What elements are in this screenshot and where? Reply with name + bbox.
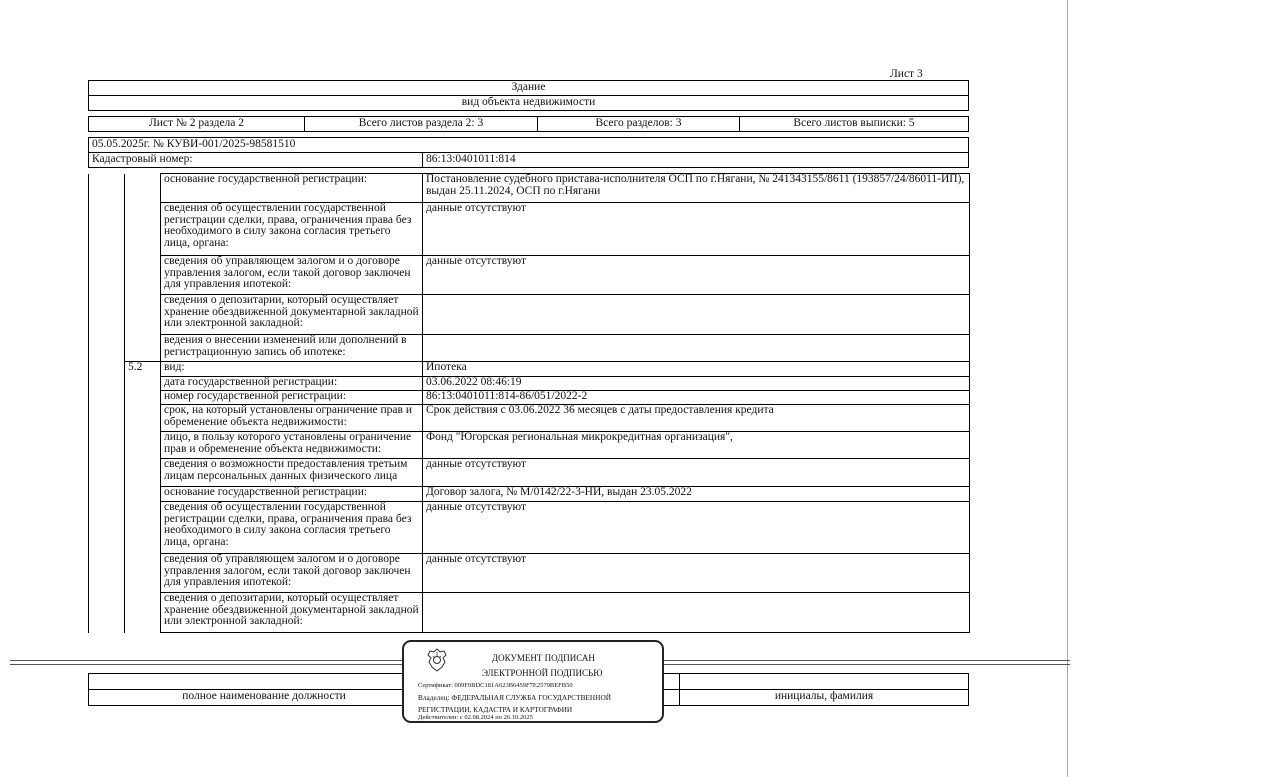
sheet-number: Лист 3	[890, 68, 923, 80]
row-value: данные отсутствуют	[423, 554, 970, 593]
table-row	[89, 256, 970, 295]
stamp-owner: Владелец: ФЕДЕРАЛЬНАЯ СЛУЖБА ГОСУДАРСТВЕННОЙ	[418, 693, 611, 702]
row-label: сведения об осуществлении государственной регистрации сделки, права, ограничения права без необходимого в силу закона согласия третьего лица, органа:	[161, 203, 423, 256]
table-row	[89, 203, 970, 256]
stamp-validity: Действителен: с 02.08.2024 по 26.10.2025	[418, 714, 533, 721]
row-value: данные отсутствуют	[423, 203, 970, 256]
row-label: срок, на который установлены ограничение прав и обременение объекта недвижимости:	[161, 405, 423, 432]
row-number	[125, 502, 161, 554]
table-row	[89, 502, 970, 554]
row-value	[423, 295, 970, 335]
position-label: полное наименование должности	[182, 690, 346, 702]
stamp-title: ДОКУМЕНТ ПОДПИСАН	[492, 653, 595, 663]
row-label: сведения об управляющем залогом и о договоре управления залогом, если такой договор заключен для управления ипотекой:	[161, 554, 423, 593]
row-value: данные отсутствуют	[423, 502, 970, 554]
row-value: Срок действия с 03.06.2022 36 месяцев с даты предоставления кредита	[423, 405, 970, 432]
row-label: лицо, в пользу которого установлены ограничение прав и обременение объекта недвижимости:	[161, 432, 423, 459]
row-number	[125, 391, 161, 405]
object-type: Здание	[88, 80, 969, 96]
table-row	[89, 459, 970, 487]
row-value: Постановление судебного пристава-исполнителя ОСП по г.Нягани, № 241343155/8611 (193857/24/86011-ИП), выдан 25.11.2024, ОСП по г.Нягани	[423, 174, 970, 203]
row-label: дата государственной регистрации:	[161, 377, 423, 391]
row-value	[423, 335, 970, 362]
row-label: основание государственной регистрации:	[161, 487, 423, 502]
row-value: Фонд "Югорская региональная микрокредитная организация",	[423, 432, 970, 459]
row-number	[125, 432, 161, 459]
row-value: 03.06.2022 08:46:19	[423, 377, 970, 391]
row-label: сведения о возможности предоставления третьим лицам персональных данных физического лица	[161, 459, 423, 487]
row-label: вид:	[161, 362, 423, 377]
row-number	[125, 174, 161, 203]
object-kind: вид объекта недвижимости	[88, 95, 969, 111]
table-row	[89, 295, 970, 335]
row-value: данные отсутствуют	[423, 459, 970, 487]
row-value: 86:13:0401011:814-86/051/2022-2	[423, 391, 970, 405]
row-label: сведения об осуществлении государственной регистрации сделки, права, ограничения права без необходимого в силу закона согласия третьего лица, органа:	[161, 502, 423, 554]
row-number	[125, 554, 161, 593]
row-number	[125, 487, 161, 502]
row-number	[125, 593, 161, 633]
row-number	[125, 256, 161, 295]
row-number	[125, 459, 161, 487]
stamp-certificate: Сертификат: 009F0BDC181A623B6459F7E2579BEFB50	[418, 682, 573, 689]
cadastral-value: 86:13:0401011:814	[422, 152, 969, 168]
table-row	[89, 554, 970, 593]
row-number	[125, 377, 161, 391]
table-row	[89, 391, 970, 405]
row-number	[125, 295, 161, 335]
row-value: Договор залога, № М/0142/22-3-НИ, выдан 23.05.2022	[423, 487, 970, 502]
stamp-subtitle: ЭЛЕКТРОННОЙ ПОДПИСЬЮ	[482, 668, 603, 678]
coat-of-arms-icon	[426, 648, 448, 672]
total-sections: Всего разделов: 3	[537, 116, 740, 132]
total-sheets-section: Всего листов раздела 2: 3	[304, 116, 538, 132]
row-label: основание государственной регистрации:	[161, 174, 423, 203]
initials-label: инициалы, фамилия	[774, 690, 874, 702]
row-number: 5.2	[125, 362, 161, 377]
doc-date-number: 05.05.2025г. № КУВИ-001/2025-98581510	[88, 137, 969, 153]
row-label: сведения об управляющем залогом и о договоре управления залогом, если такой договор заключен для управления ипотекой:	[161, 256, 423, 295]
row-value: Ипотека	[423, 362, 970, 377]
table-row	[89, 174, 970, 203]
row-label: сведения о депозитарии, который осуществляет хранение обездвиженной документарной закладной или электронной закладной:	[161, 593, 423, 633]
table-row	[89, 335, 970, 362]
section-sheet: Лист № 2 раздела 2	[88, 116, 305, 132]
row-value	[423, 593, 970, 633]
row-label: номер государственной регистрации:	[161, 391, 423, 405]
table-row	[89, 377, 970, 391]
cadastral-label: Кадастровый номер:	[88, 152, 423, 168]
total-sheets-extract: Всего листов выписки: 5	[739, 116, 969, 132]
table-row	[89, 362, 970, 377]
encumbrance-table	[88, 173, 970, 633]
table-row	[89, 593, 970, 633]
row-number	[125, 203, 161, 256]
e-signature-stamp	[402, 640, 664, 723]
row-label: ведения о внесении изменений или дополнений в регистрационную запись об ипотеке:	[161, 335, 423, 362]
row-number	[125, 335, 161, 362]
table-row	[89, 432, 970, 459]
row-number	[125, 405, 161, 432]
row-label: сведения о депозитарии, который осуществляет хранение обездвиженной документарной закладной или электронной закладной:	[161, 295, 423, 335]
table-row	[89, 405, 970, 432]
stamp-owner-cont: РЕГИСТРАЦИИ, КАДАСТРА И КАРТОГРАФИИ	[418, 705, 573, 714]
table-row	[89, 487, 970, 502]
row-value: данные отсутствуют	[423, 256, 970, 295]
